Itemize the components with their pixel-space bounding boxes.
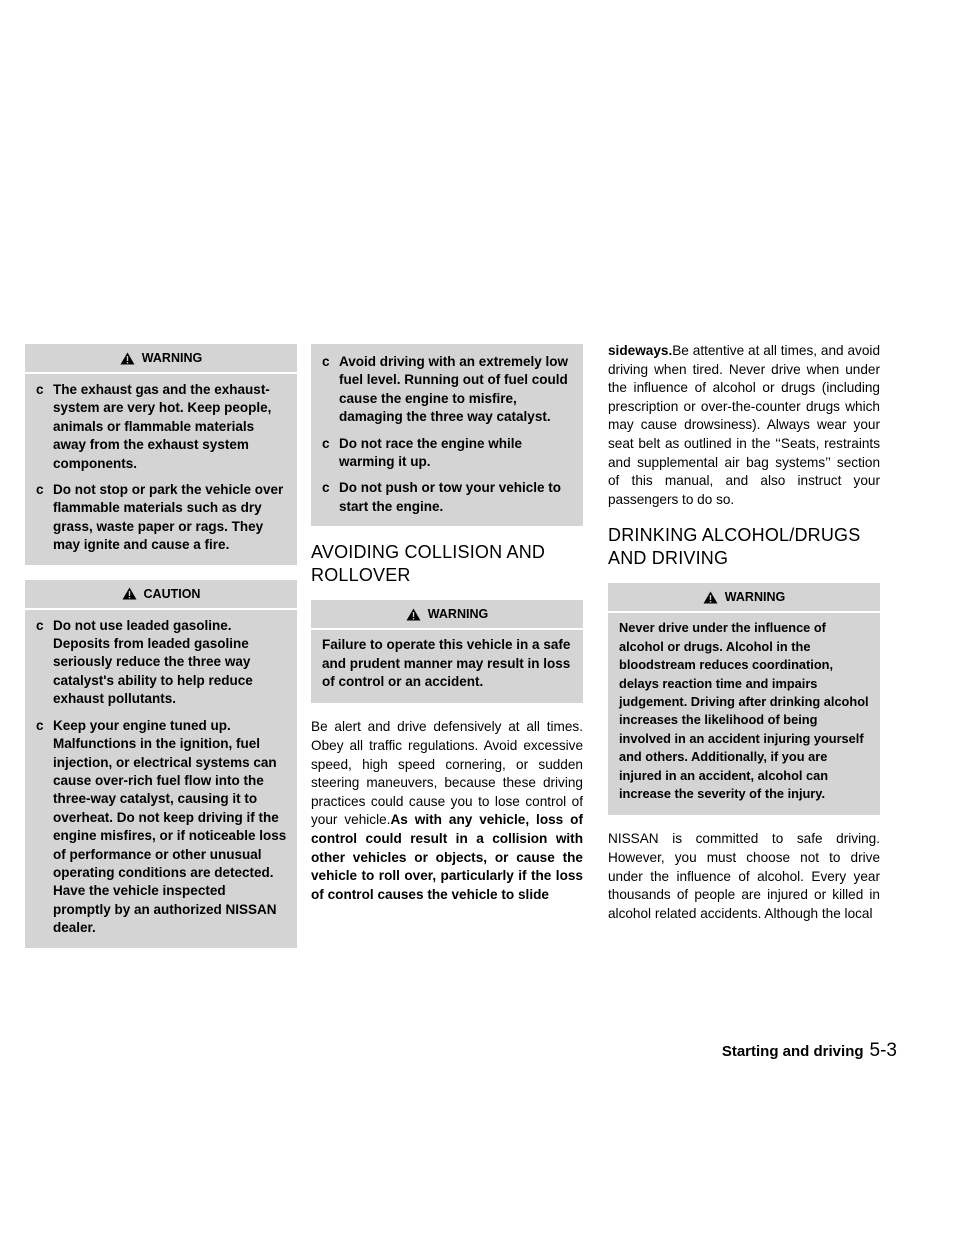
bullet-text: Do not use leaded gasoline. Deposits from leaded gasoline seriously reduce the three way catalyst's ability to help reduce exhaust pollutants. [53,617,253,707]
warning-body [36,374,287,565]
caution-body [322,344,573,526]
warning-title: WARNING [427,607,489,622]
body-text: Be attentive at all times, and avoid driving when tired. Never drive when under the influence of alcohol or drugs (including prescription or over-the-counter drugs which may cause drowsiness). Always wear your seat belt as outlined in the ‘‘Seats, restraints and supplemental air bag systems’’ section of this manual, and also instruct your passengers to do so. [608,343,880,507]
caution-box [25,580,297,948]
warning-title: WARNING [724,590,786,605]
section-title: DRINKING ALCOHOL/DRUGS AND DRIVING [608,525,861,568]
body-text: Be alert and drive defensively at all times. Obey all traffic regulations. Avoid excessive speed, high speed cornering, or sudden steering maneuvers, because these driving practices could cause you to lose control of your vehicle. [311,719,583,828]
warning-header [311,600,583,630]
warning-triangle-icon [120,352,135,365]
bullet-icon: c [36,382,44,397]
warning-body: Failure to operate this vehicle in a safe and prudent manner may result in loss of control or an accident. [322,637,571,690]
page-footer [722,1040,897,1062]
bullet-icon: c [322,480,330,496]
list-item [36,617,287,709]
bullet-icon: c [36,617,44,633]
warning-box [25,344,297,565]
warning-box [608,583,880,815]
bullet-text: Avoid driving with an extremely low fuel level. Running out of fuel could cause the engine to misfire, damaging the three way catalyst. [339,354,569,425]
bullet-icon: c [322,435,330,451]
bullet-icon: c [36,717,44,733]
bullet-text: Do not push or tow your vehicle to start the engine. [339,480,562,514]
column-right [608,344,880,923]
body-emphasis: As with any vehicle, loss of control could result in a collision with other vehicles or objects, or cause the vehicle to roll over, particularly if the loss of control causes the vehicle to slide [311,812,583,902]
warning-triangle-icon [122,587,137,600]
page-number: 5-3 [869,1040,897,1061]
section-title: AVOIDING COLLISION AND ROLLOVER [311,542,546,585]
list-item [322,353,573,427]
list-item [36,481,287,555]
body-paragraph: NISSAN is committed to safe driving. However, you must choose not to drive under the influence of alcohol. Every year thousands of people are injured or killed in alcohol related accidents. Although the local [608,831,880,921]
list-item [36,717,287,938]
body-paragraph [608,342,880,509]
body-emphasis: sideways. [608,343,673,358]
caution-title: CAUTION [143,586,201,601]
list-item [322,479,573,516]
footer-section-label: Starting and driving [721,1043,864,1060]
warning-triangle-icon [703,591,718,604]
body-paragraph [311,718,583,904]
list-item [36,381,287,473]
column-middle [311,344,583,904]
column-left [25,344,297,963]
bullet-icon: c [36,482,44,498]
warning-box [311,600,583,703]
warning-header [608,583,880,613]
warning-body: Never drive under the influence of alcohol or drugs. Alcohol in the bloodstream reduces coordination, delays reaction time and impairs judgement. Driving after drinking alcohol increases the likelihood of being involved in an accident injuring yourself and others. Additionally, if you are injured in an accident, alcohol can increase the severity of the injury. [619,620,869,801]
bullet-text: The exhaust gas and the exhaust-system are very hot. Keep people, animals or flammable materials away from the exhaust system components. [53,382,272,471]
warning-triangle-icon [406,608,421,621]
caution-body [36,610,287,948]
caution-box-continued [311,344,583,526]
warning-header [25,344,297,374]
caution-header [25,580,297,610]
list-item [322,435,573,472]
bullet-text: Keep your engine tuned up. Malfunctions in the ignition, fuel injection, or electrical systems can cause over-rich fuel flow into the three-way catalyst, causing it to overheat. Do not keep driving if the engine misfires, or if noticeable loss of performance or other unusual operating conditions are detected. Have the vehicle inspected promptly by an authorized NISSAN dealer. [53,717,287,936]
bullet-icon: c [322,354,330,369]
bullet-text: Do not race the engine while warming it up. [339,435,523,470]
bullet-text: Do not stop or park the vehicle over flammable materials such as dry grass, waste paper or rags. They may ignite and cause a fire. [53,482,284,553]
warning-title: WARNING [141,351,203,365]
